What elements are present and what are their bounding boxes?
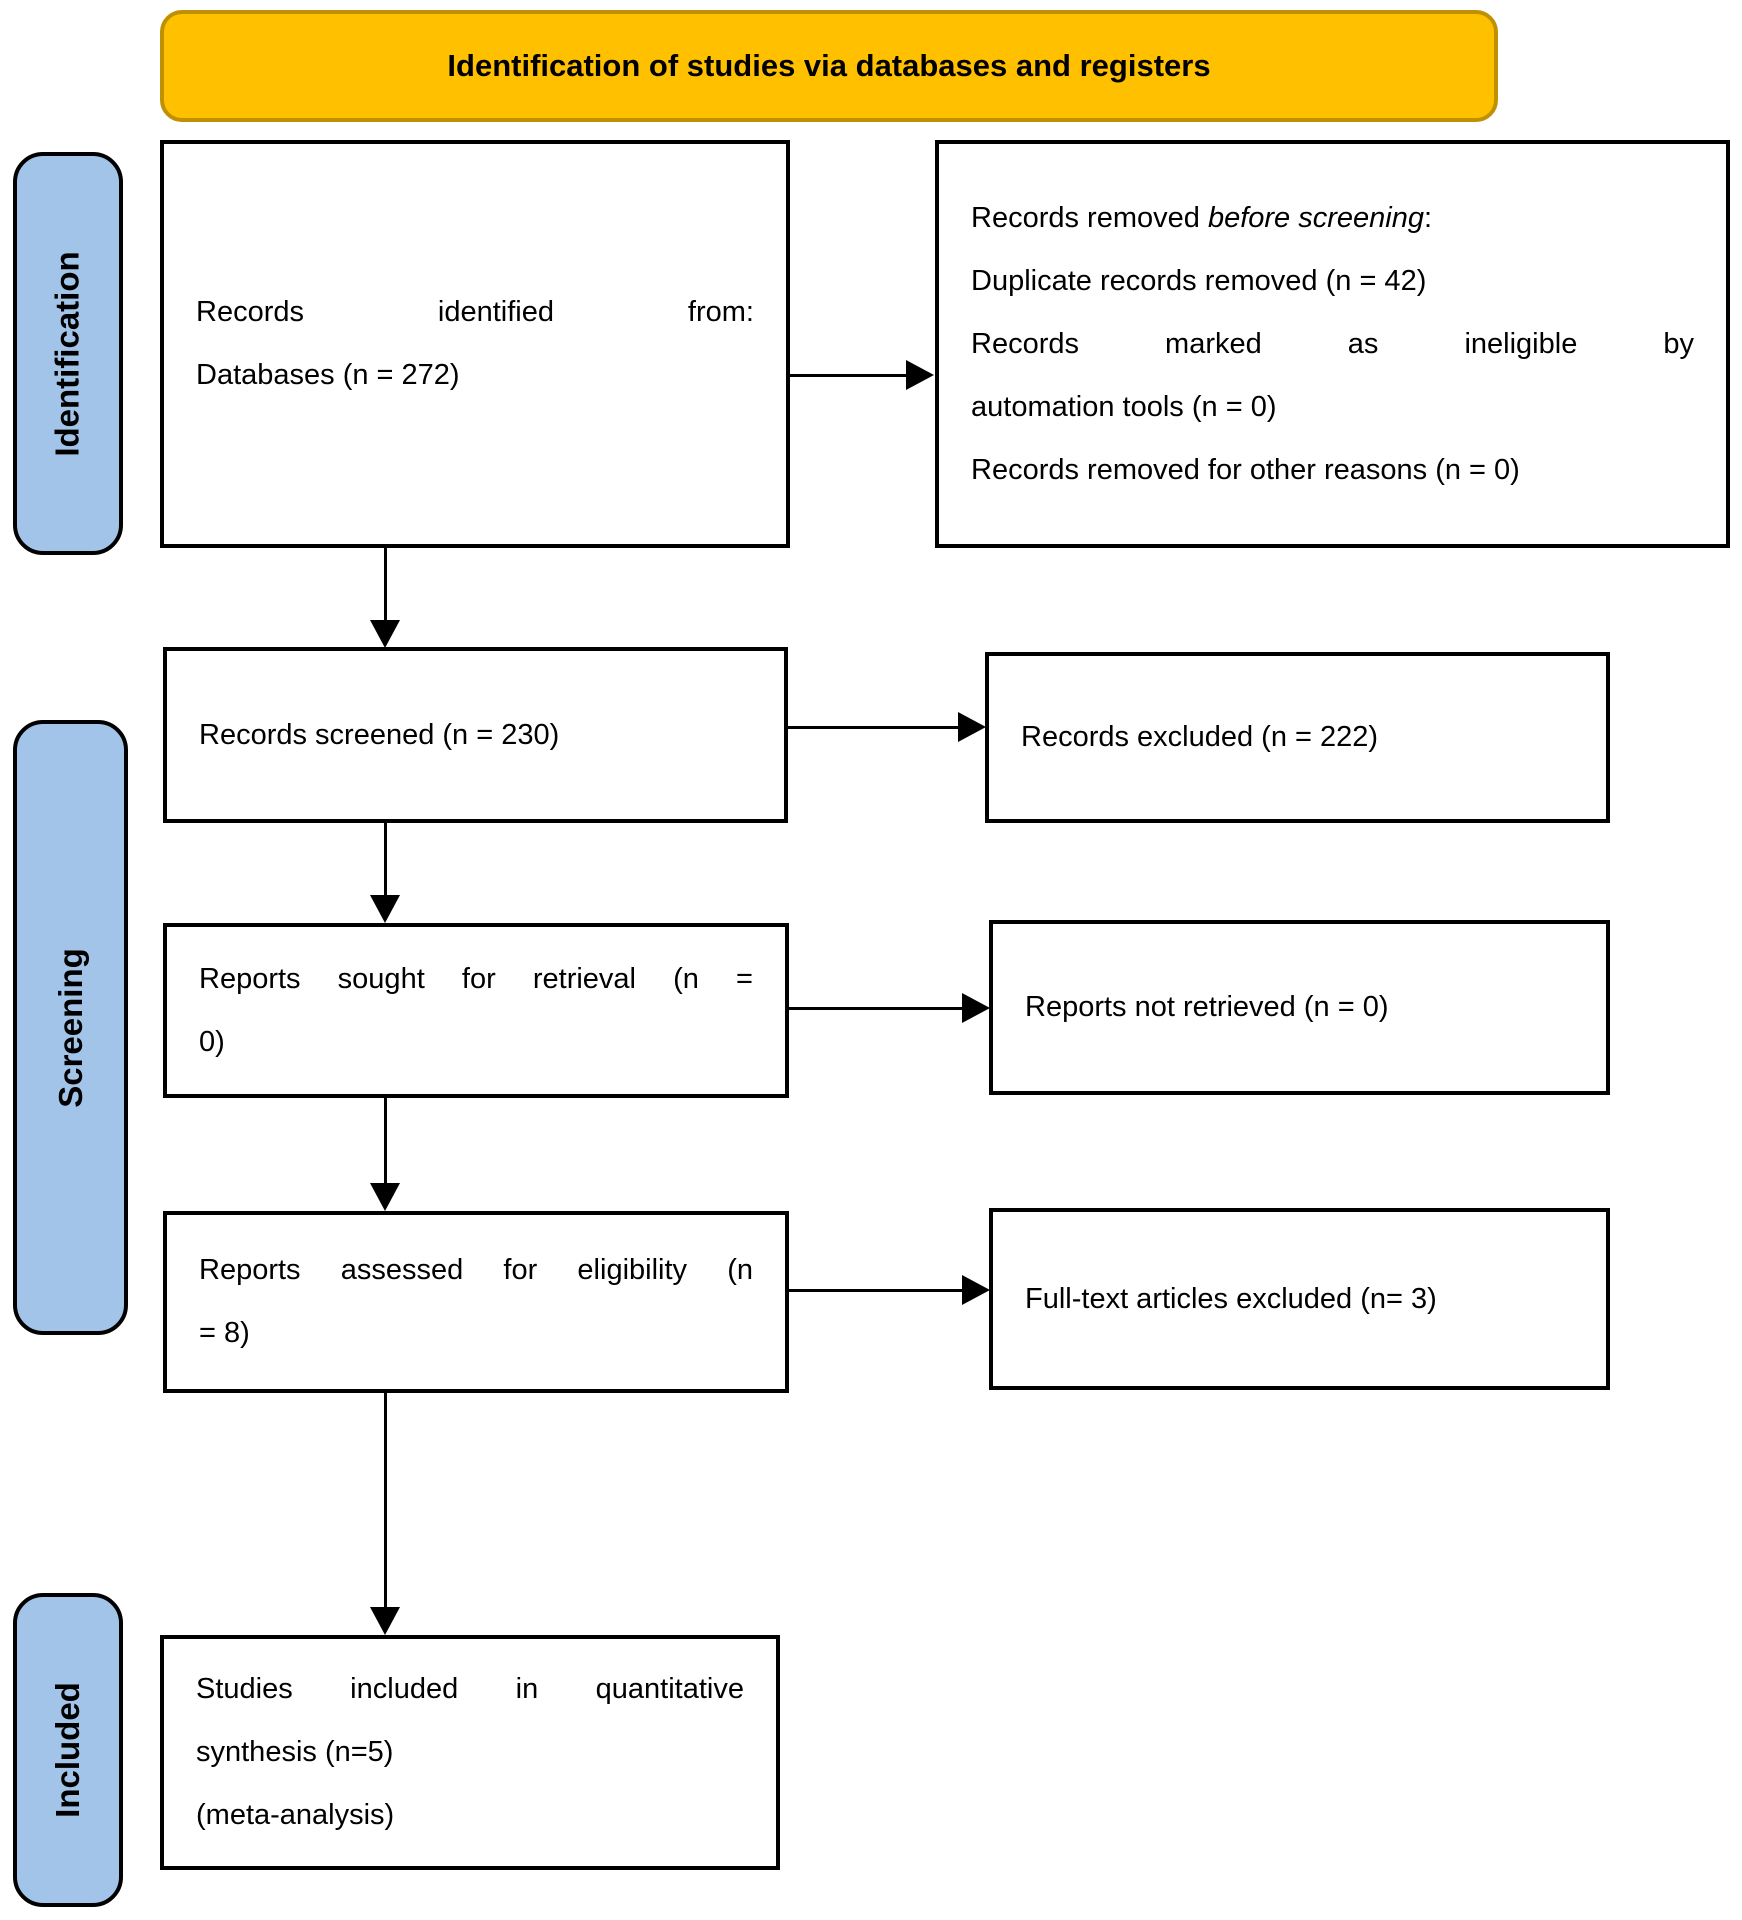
sidebar-included-label: Included [49,1682,86,1818]
box-records-screened: Records screened (n = 230) [163,647,788,823]
sidebar-screening [13,720,128,1335]
box-records-removed-before-screening: Records removed before screening: Duplicate records removed (n = 42) Records marked as ineligible by automation tools (n = 0) Records removed for other reasons (n = 0) [935,140,1730,548]
sidebar-included [13,1593,123,1907]
sidebar-screening-label: Screening [51,947,89,1108]
arrow-assessed-to-included-head [370,1607,400,1635]
arrow-sought-to-notretrieved-line [789,1007,964,1010]
arrow-assessed-to-fulltextexcluded-line [789,1289,964,1292]
arrow-sought-to-assessed-line [384,1098,387,1185]
arrow-identified-to-removed-line [790,374,908,377]
box-studies-included: Studies included in quantitative synthesis (n=5) (meta-analysis) [160,1635,780,1870]
box-reports-sought: Reports sought for retrieval (n = 0) [163,923,789,1098]
box-records-excluded: Records excluded (n = 222) [985,652,1610,823]
arrow-identified-to-removed-head [906,360,934,390]
box-reports-assessed: Reports assessed for eligibility (n = 8) [163,1211,789,1393]
box-reports-not-retrieved: Reports not retrieved (n = 0) [989,920,1610,1095]
arrow-assessed-to-included-line [384,1393,387,1609]
arrow-screened-to-excluded-line [788,726,960,729]
header-banner [160,10,1498,122]
arrow-screened-to-sought-line [384,823,387,895]
arrow-assessed-to-fulltextexcluded-head [962,1275,990,1305]
sidebar-identification [13,152,123,555]
header-title: Identification of studies via databases and registers [447,48,1211,83]
arrow-screened-to-excluded-head [958,712,986,742]
arrow-identified-to-screened-head [370,620,400,648]
arrow-screened-to-sought-head [370,895,400,923]
arrow-sought-to-assessed-head [370,1183,400,1211]
box-fulltext-excluded: Full-text articles excluded (n= 3) [989,1208,1610,1390]
sidebar-identification-label: Identification [49,250,86,457]
arrow-identified-to-screened-line [384,548,387,622]
arrow-sought-to-notretrieved-head [962,993,990,1023]
box-records-identified: Records identified from: Databases (n = 272) [160,140,790,548]
